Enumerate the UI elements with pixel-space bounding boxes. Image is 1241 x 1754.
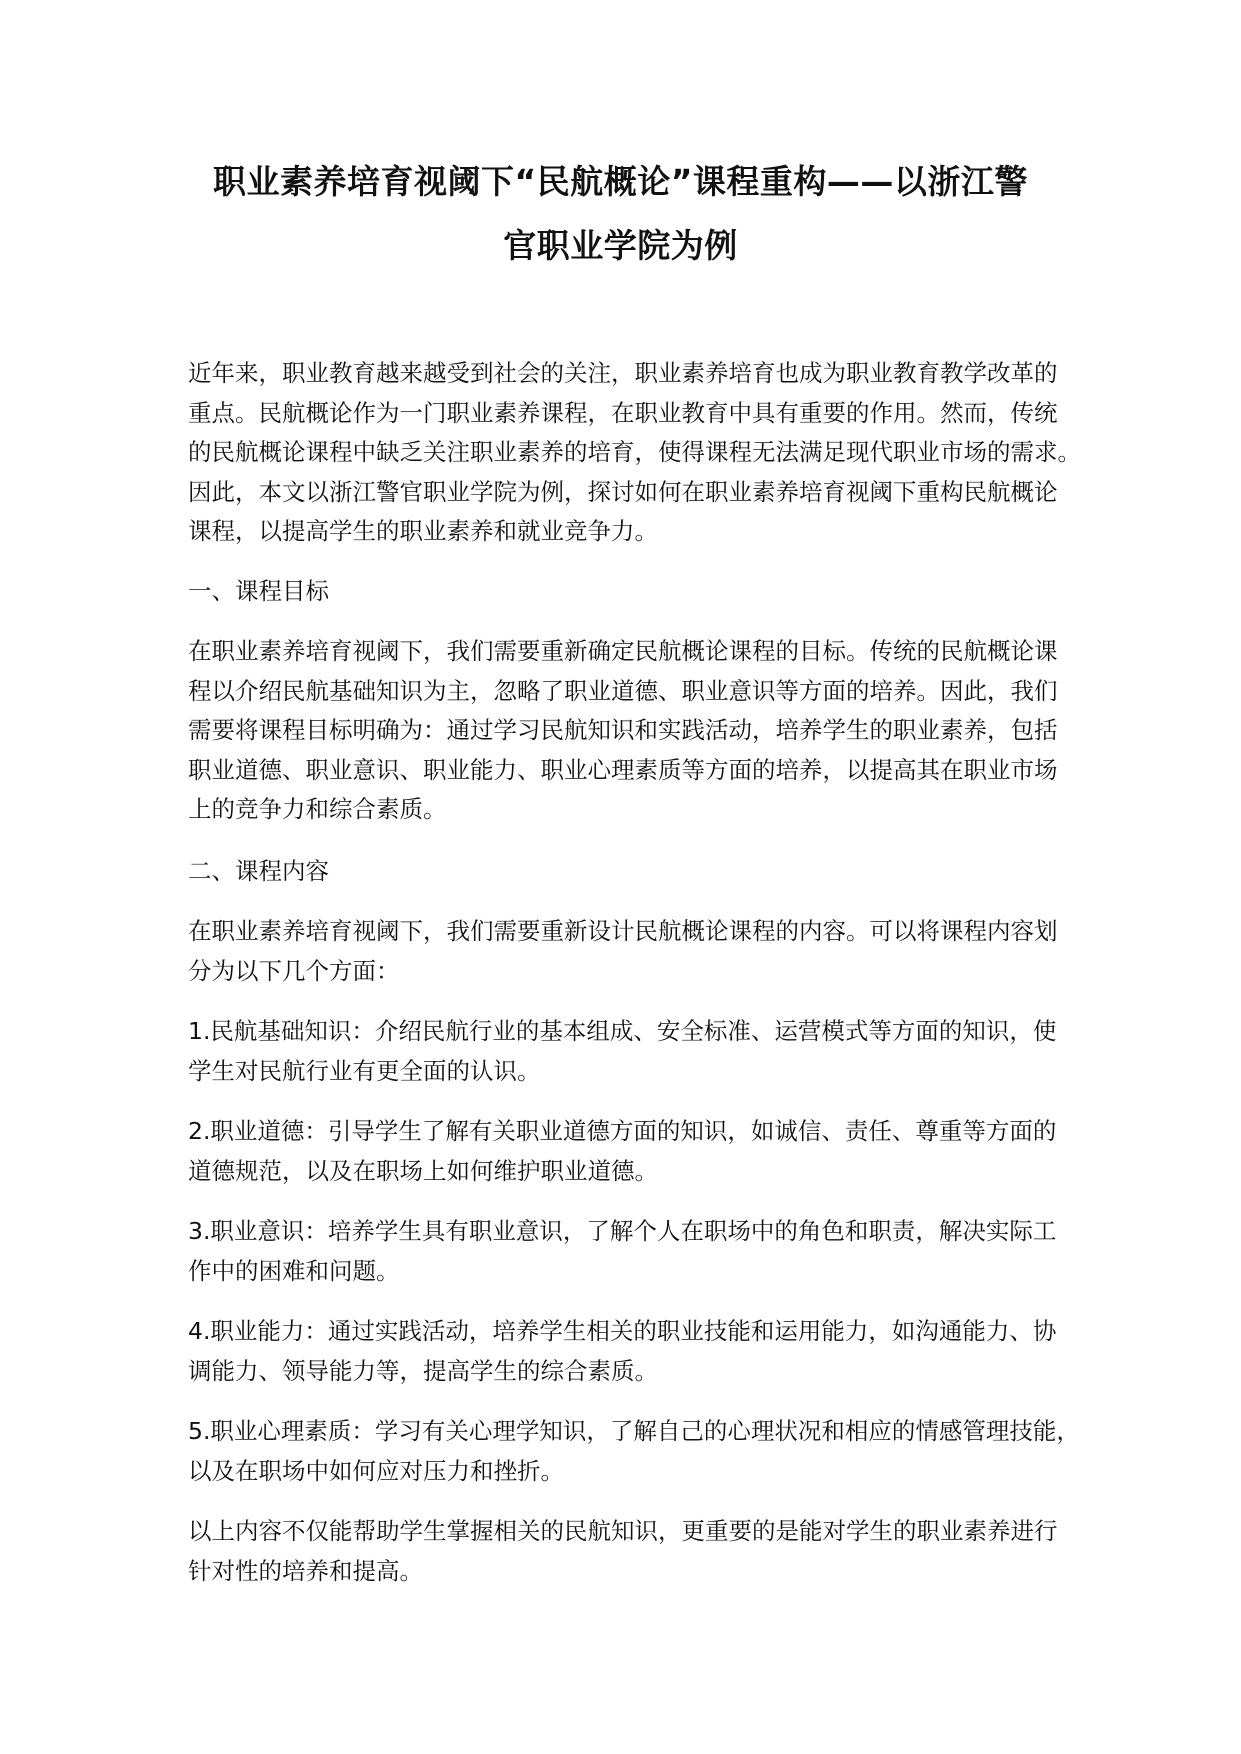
intro-paragraph <box>188 354 1088 552</box>
list-item-line: 5.职业心理素质：学习有关心理学知识，了解自己的心理状况和相应的情感管理技能， <box>188 1417 1080 1445</box>
closing-line: 以上内容不仅能帮助学生掌握相关的民航知识，更重要的是能对学生的职业素养进行 <box>188 1517 1058 1545</box>
closing-line: 针对性的培养和提高。 <box>188 1556 423 1585</box>
intro-line: 重点。民航概论作为一门职业素养课程，在职业教育中具有重要的作用。然而，传统 <box>188 398 1058 427</box>
list-item-line: 1.民航基础知识：介绍民航行业的基本组成、安全标准、运营模式等方面的知识，使 <box>188 1017 1057 1045</box>
list-item-4 <box>188 1312 1088 1391</box>
content-line: 在职业素养培育视阈下，我们需要重新设计民航概论课程的内容。可以将课程内容划 <box>188 917 1058 945</box>
list-item-line: 作中的困难和问题。 <box>188 1256 400 1285</box>
intro-line: 近年来，职业教育越来越受到社会的关注，职业素养培育也成为职业教育教学改革的 <box>188 359 1058 387</box>
list-item-2 <box>188 1112 1088 1191</box>
goals-line: 上的竞争力和综合素质。 <box>188 795 447 823</box>
intro-line: 因此，本文以浙江警官职业学院为例，探讨如何在职业素养培育视阈下重构民航概论 <box>188 477 1058 506</box>
document-title-line-2: 官职业学院为例 <box>503 226 738 265</box>
list-item-1 <box>188 1012 1088 1091</box>
list-item-line: 学生对民航行业有更全面的认识。 <box>188 1056 541 1085</box>
goals-line: 职业道德、职业意识、职业能力、职业心理素质等方面的培养，以提高其在职业市场 <box>188 755 1058 784</box>
goals-line: 在职业素养培育视阈下，我们需要重新确定民航概论课程的目标。传统的民航概论课 <box>188 637 1058 665</box>
goals-paragraph <box>188 632 1088 830</box>
intro-line: 的民航概论课程中缺乏关注职业素养的培育，使得课程无法满足现代职业市场的需求。 <box>188 438 1081 466</box>
list-item-line: 道德规范，以及在职场上如何维护职业道德。 <box>188 1156 658 1185</box>
list-item-line: 调能力、领导能力等，提高学生的综合素质。 <box>188 1356 658 1385</box>
list-item-line: 3.职业意识：培养学生具有职业意识，了解个人在职场中的角色和职责，解决实际工 <box>188 1217 1057 1245</box>
list-item-3 <box>188 1212 1088 1291</box>
goals-line: 需要将课程目标明确为：通过学习民航知识和实践活动，培养学生的职业素养，包括 <box>188 716 1058 744</box>
content-line: 分为以下几个方面： <box>188 956 400 985</box>
closing-paragraph <box>188 1512 1088 1591</box>
intro-line: 课程，以提高学生的职业素养和就业竞争力。 <box>188 517 658 545</box>
section-heading-text: 二、课程内容 <box>188 857 329 885</box>
section-heading-goals <box>188 572 1088 612</box>
content-paragraph <box>188 912 1088 991</box>
document-title-line-1: 职业素养培育视阈下“民航概论”课程重构——以浙江警 <box>213 162 1028 201</box>
list-item-line: 4.职业能力：通过实践活动，培养学生相关的职业技能和运用能力，如沟通能力、协 <box>188 1317 1057 1345</box>
list-item-line: 2.职业道德：引导学生了解有关职业道德方面的知识，如诚信、责任、尊重等方面的 <box>188 1117 1057 1145</box>
section-heading-text: 一、课程目标 <box>188 577 329 605</box>
goals-line: 程以介绍民航基础知识为主，忽略了职业道德、职业意识等方面的培养。因此，我们 <box>188 676 1058 705</box>
section-heading-content <box>188 852 1088 892</box>
list-item-line: 以及在职场中如何应对压力和挫折。 <box>188 1456 564 1485</box>
list-item-5 <box>188 1412 1088 1491</box>
